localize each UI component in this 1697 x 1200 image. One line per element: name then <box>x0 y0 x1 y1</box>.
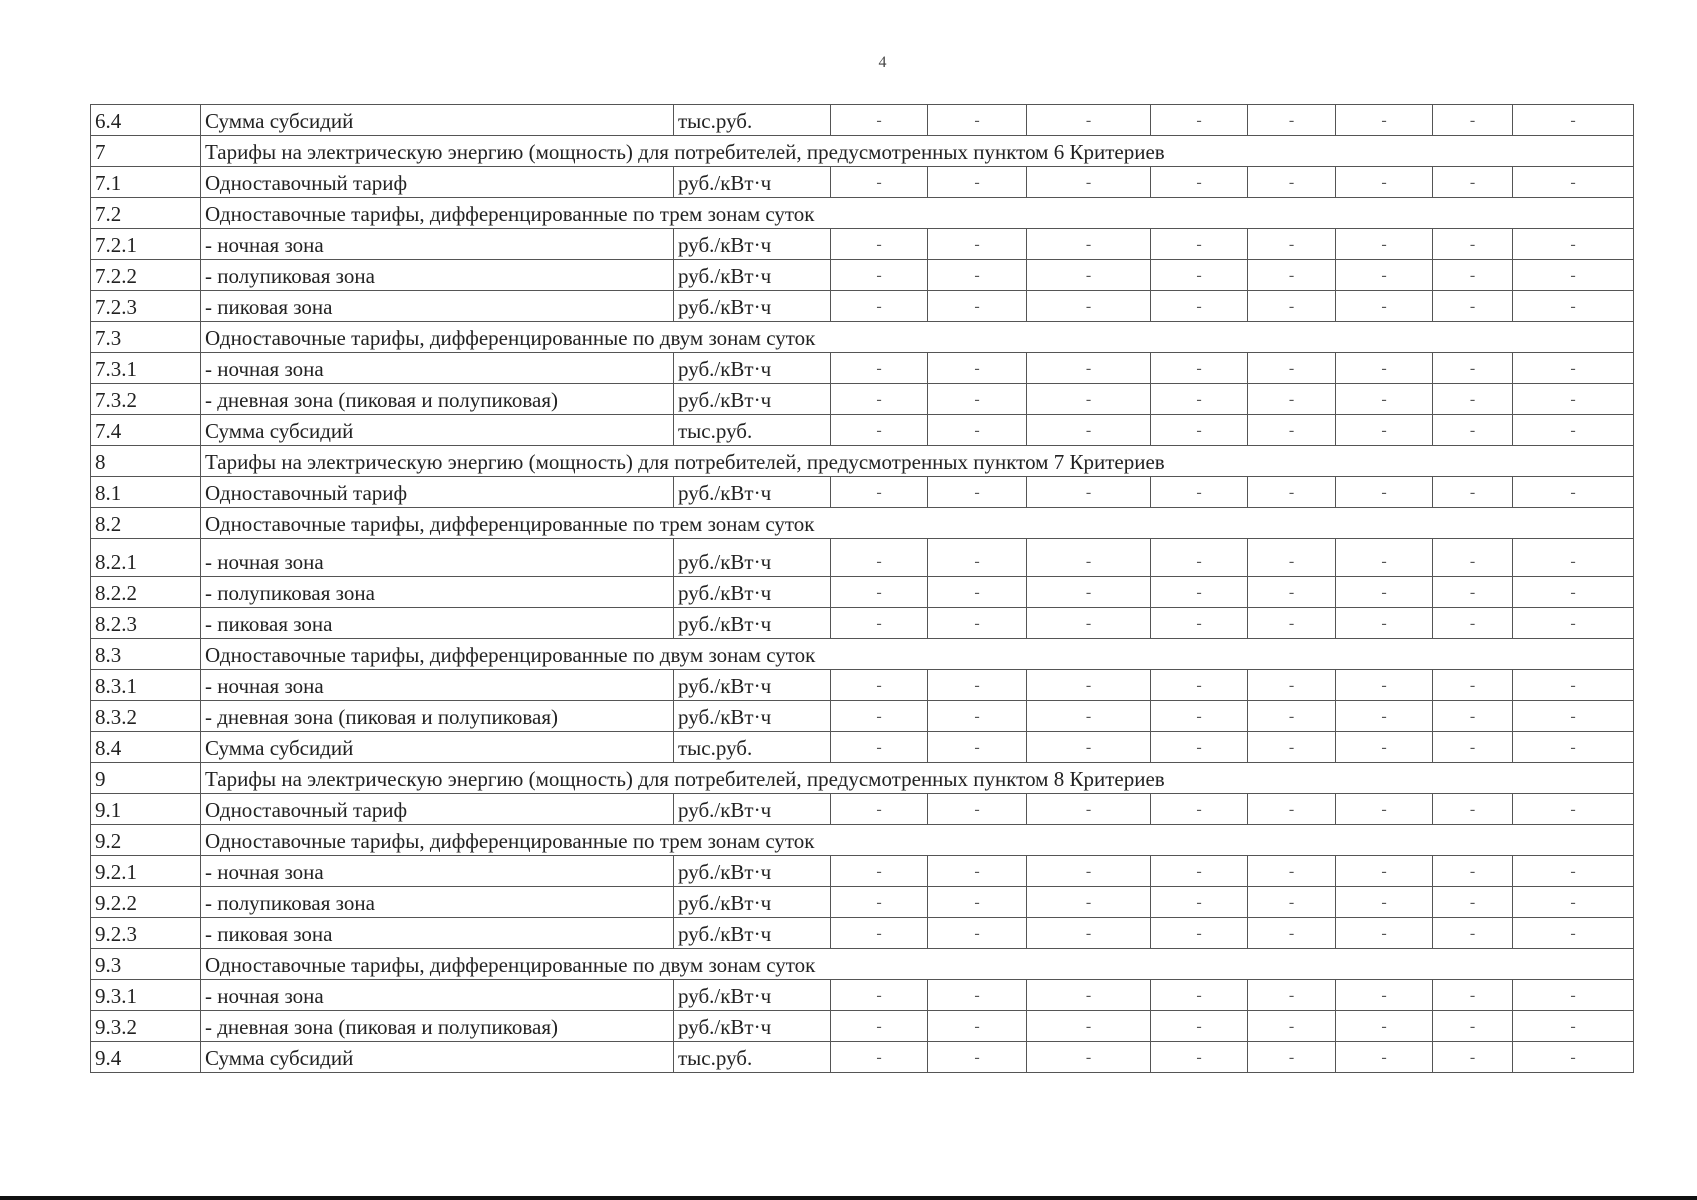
value-cell: - <box>928 291 1027 322</box>
value-cell: - <box>1513 887 1634 918</box>
section-title-cell: Одноставочные тарифы, дифференцированные по двум зонам суток <box>201 949 1634 980</box>
unit-cell: руб./кВт·ч <box>674 477 831 508</box>
value-cell: - <box>1336 980 1433 1011</box>
value-cell: - <box>1433 415 1513 446</box>
value-cell: - <box>1027 1011 1151 1042</box>
table-row <box>91 1011 1634 1042</box>
value-cell: - <box>1151 732 1248 763</box>
row-number-cell: 7.2.3 <box>91 291 201 322</box>
table-row <box>91 670 1634 701</box>
section-row <box>91 949 1634 980</box>
value-cell: - <box>831 1042 928 1073</box>
tariff-table <box>90 104 1634 1073</box>
value-cell: - <box>1513 167 1634 198</box>
value-cell: - <box>928 167 1027 198</box>
value-cell: - <box>928 887 1027 918</box>
table-row <box>91 701 1634 732</box>
value-cell: - <box>1513 415 1634 446</box>
row-number-cell: 9.2.3 <box>91 918 201 949</box>
value-cell: - <box>1151 353 1248 384</box>
table-row <box>91 1042 1634 1073</box>
value-cell: - <box>1151 229 1248 260</box>
value-cell: - <box>1248 887 1336 918</box>
row-number-cell: 9.2.2 <box>91 887 201 918</box>
value-cell: - <box>831 918 928 949</box>
table-row <box>91 353 1634 384</box>
value-cell: - <box>1248 670 1336 701</box>
value-cell: - <box>1151 539 1248 577</box>
table-row <box>91 415 1634 446</box>
value-cell: - <box>1151 918 1248 949</box>
unit-cell: руб./кВт·ч <box>674 353 831 384</box>
value-cell: - <box>1336 887 1433 918</box>
indicator-label-cell: - дневная зона (пиковая и полупиковая) <box>201 701 674 732</box>
indicator-label-cell: Сумма субсидий <box>201 415 674 446</box>
value-cell: - <box>1336 918 1433 949</box>
section-title-cell: Тарифы на электрическую энергию (мощность) для потребителей, предусмотренных пунктом 7 Критериев <box>201 446 1634 477</box>
value-cell: - <box>1027 794 1151 825</box>
value-cell: - <box>1248 260 1336 291</box>
value-cell: - <box>831 608 928 639</box>
value-cell: - <box>1336 1011 1433 1042</box>
value-cell: - <box>1248 918 1336 949</box>
value-cell: - <box>1151 1011 1248 1042</box>
table-row <box>91 794 1634 825</box>
value-cell: - <box>928 1011 1027 1042</box>
indicator-label-cell: Сумма субсидий <box>201 732 674 763</box>
value-cell: - <box>1027 856 1151 887</box>
row-number-cell: 8.3 <box>91 639 201 670</box>
indicator-label-cell: - ночная зона <box>201 353 674 384</box>
table-row <box>91 918 1634 949</box>
value-cell: - <box>1027 980 1151 1011</box>
value-cell: - <box>1433 887 1513 918</box>
section-title-cell: Одноставочные тарифы, дифференцированные по двум зонам суток <box>201 322 1634 353</box>
value-cell: - <box>928 918 1027 949</box>
section-row <box>91 198 1634 229</box>
value-cell: - <box>1151 260 1248 291</box>
table-row <box>91 980 1634 1011</box>
value-cell: - <box>1027 105 1151 136</box>
value-cell: - <box>1433 384 1513 415</box>
indicator-label-cell: Одноставочный тариф <box>201 477 674 508</box>
row-number-cell: 9.3.2 <box>91 1011 201 1042</box>
unit-cell: руб./кВт·ч <box>674 291 831 322</box>
table-row <box>91 291 1634 322</box>
row-number-cell: 8.4 <box>91 732 201 763</box>
indicator-label-cell: Сумма субсидий <box>201 105 674 136</box>
unit-cell: тыс.руб. <box>674 105 831 136</box>
value-cell: - <box>928 477 1027 508</box>
value-cell: - <box>1513 577 1634 608</box>
table-row <box>91 577 1634 608</box>
section-row <box>91 136 1634 167</box>
value-cell: - <box>1433 167 1513 198</box>
section-row <box>91 763 1634 794</box>
value-cell: - <box>1248 701 1336 732</box>
value-cell: - <box>831 887 928 918</box>
row-number-cell: 8.2.3 <box>91 608 201 639</box>
row-number-cell: 7.3 <box>91 322 201 353</box>
value-cell: - <box>1027 477 1151 508</box>
value-cell: - <box>1336 577 1433 608</box>
unit-cell: руб./кВт·ч <box>674 608 831 639</box>
row-number-cell: 9.2.1 <box>91 856 201 887</box>
value-cell: - <box>1336 732 1433 763</box>
value-cell: - <box>928 384 1027 415</box>
value-cell: - <box>1248 980 1336 1011</box>
value-cell: - <box>831 291 928 322</box>
indicator-label-cell: - ночная зона <box>201 980 674 1011</box>
value-cell: - <box>1336 1042 1433 1073</box>
table-row <box>91 260 1634 291</box>
value-cell: - <box>831 415 928 446</box>
value-cell: - <box>1248 291 1336 322</box>
unit-cell: руб./кВт·ч <box>674 260 831 291</box>
value-cell: - <box>1513 856 1634 887</box>
value-cell: - <box>1513 260 1634 291</box>
value-cell: - <box>928 1042 1027 1073</box>
value-cell: - <box>831 167 928 198</box>
indicator-label-cell: - дневная зона (пиковая и полупиковая) <box>201 1011 674 1042</box>
value-cell: - <box>1027 539 1151 577</box>
value-cell: - <box>1513 1042 1634 1073</box>
value-cell: - <box>831 670 928 701</box>
row-number-cell: 7.2.1 <box>91 229 201 260</box>
value-cell: - <box>1151 477 1248 508</box>
value-cell: - <box>1248 1042 1336 1073</box>
value-cell: - <box>831 701 928 732</box>
section-row <box>91 825 1634 856</box>
value-cell: - <box>1151 1042 1248 1073</box>
value-cell: - <box>1336 415 1433 446</box>
section-title-cell: Одноставочные тарифы, дифференцированные по двум зонам суток <box>201 639 1634 670</box>
row-number-cell: 7.2 <box>91 198 201 229</box>
value-cell: - <box>1513 918 1634 949</box>
row-number-cell: 9.4 <box>91 1042 201 1073</box>
table-row <box>91 732 1634 763</box>
value-cell: - <box>1513 732 1634 763</box>
value-cell: - <box>1513 229 1634 260</box>
value-cell: - <box>1151 887 1248 918</box>
indicator-label-cell: - пиковая зона <box>201 608 674 639</box>
row-number-cell: 7.2.2 <box>91 260 201 291</box>
value-cell: - <box>1248 415 1336 446</box>
value-cell: - <box>928 794 1027 825</box>
indicator-label-cell: - полупиковая зона <box>201 577 674 608</box>
table-row <box>91 167 1634 198</box>
section-row <box>91 639 1634 670</box>
indicator-label-cell: - пиковая зона <box>201 291 674 322</box>
row-number-cell: 7.1 <box>91 167 201 198</box>
value-cell: - <box>928 415 1027 446</box>
table-row <box>91 887 1634 918</box>
row-number-cell: 8.2.1 <box>91 539 201 577</box>
value-cell: - <box>1513 1011 1634 1042</box>
value-cell: - <box>831 229 928 260</box>
value-cell: - <box>1513 608 1634 639</box>
unit-cell: тыс.руб. <box>674 415 831 446</box>
value-cell: - <box>1433 701 1513 732</box>
unit-cell: руб./кВт·ч <box>674 794 831 825</box>
unit-cell: руб./кВт·ч <box>674 539 831 577</box>
value-cell: - <box>1027 260 1151 291</box>
indicator-label-cell: - ночная зона <box>201 539 674 577</box>
value-cell: - <box>1151 415 1248 446</box>
table-row <box>91 384 1634 415</box>
row-number-cell: 7 <box>91 136 201 167</box>
indicator-label-cell: - ночная зона <box>201 229 674 260</box>
value-cell: - <box>928 539 1027 577</box>
table-row <box>91 477 1634 508</box>
value-cell: - <box>831 260 928 291</box>
value-cell: - <box>1151 577 1248 608</box>
value-cell: - <box>1248 608 1336 639</box>
value-cell: - <box>831 1011 928 1042</box>
value-cell: - <box>831 980 928 1011</box>
unit-cell: тыс.руб. <box>674 732 831 763</box>
value-cell: - <box>1433 918 1513 949</box>
row-number-cell: 9 <box>91 763 201 794</box>
indicator-label-cell: - полупиковая зона <box>201 887 674 918</box>
value-cell: - <box>1513 794 1634 825</box>
indicator-label-cell: - ночная зона <box>201 670 674 701</box>
value-cell: - <box>1433 856 1513 887</box>
value-cell: - <box>1433 260 1513 291</box>
value-cell: - <box>1336 701 1433 732</box>
row-number-cell: 9.3.1 <box>91 980 201 1011</box>
value-cell: - <box>1027 291 1151 322</box>
value-cell: - <box>1151 608 1248 639</box>
value-cell: - <box>1513 477 1634 508</box>
value-cell: - <box>1027 415 1151 446</box>
value-cell: - <box>1248 229 1336 260</box>
unit-cell: руб./кВт·ч <box>674 887 831 918</box>
row-number-cell: 9.1 <box>91 794 201 825</box>
indicator-label-cell: Одноставочный тариф <box>201 794 674 825</box>
value-cell: - <box>1151 794 1248 825</box>
value-cell: - <box>1027 229 1151 260</box>
section-title-cell: Тарифы на электрическую энергию (мощность) для потребителей, предусмотренных пунктом 8 Критериев <box>201 763 1634 794</box>
section-title-cell: Тарифы на электрическую энергию (мощность) для потребителей, предусмотренных пунктом 6 Критериев <box>201 136 1634 167</box>
value-cell: - <box>1027 887 1151 918</box>
value-cell: - <box>1433 1011 1513 1042</box>
value-cell: - <box>1151 291 1248 322</box>
value-cell: - <box>831 353 928 384</box>
value-cell: - <box>831 794 928 825</box>
value-cell: - <box>1248 1011 1336 1042</box>
row-number-cell: 7.3.1 <box>91 353 201 384</box>
value-cell: - <box>928 229 1027 260</box>
value-cell: - <box>831 105 928 136</box>
unit-cell: руб./кВт·ч <box>674 670 831 701</box>
value-cell: - <box>1248 732 1336 763</box>
value-cell: - <box>1433 291 1513 322</box>
page-edge-rule <box>0 1196 1697 1200</box>
indicator-label-cell: - полупиковая зона <box>201 260 674 291</box>
value-cell: - <box>831 577 928 608</box>
value-cell: - <box>1336 856 1433 887</box>
value-cell: - <box>1513 980 1634 1011</box>
section-row <box>91 322 1634 353</box>
value-cell: - <box>1336 105 1433 136</box>
value-cell: - <box>1151 384 1248 415</box>
value-cell: - <box>1151 980 1248 1011</box>
indicator-label-cell: - ночная зона <box>201 856 674 887</box>
row-number-cell: 8.2.2 <box>91 577 201 608</box>
value-cell: - <box>928 732 1027 763</box>
value-cell: - <box>1248 856 1336 887</box>
value-cell: - <box>1248 105 1336 136</box>
indicator-label-cell: - дневная зона (пиковая и полупиковая) <box>201 384 674 415</box>
unit-cell: тыс.руб. <box>674 1042 831 1073</box>
value-cell: - <box>1433 670 1513 701</box>
value-cell: - <box>1248 577 1336 608</box>
table-row <box>91 539 1634 577</box>
value-cell: - <box>1433 608 1513 639</box>
value-cell: - <box>1336 670 1433 701</box>
value-cell: - <box>1248 477 1336 508</box>
row-number-cell: 8.3.2 <box>91 701 201 732</box>
row-number-cell: 8.3.1 <box>91 670 201 701</box>
value-cell: - <box>1027 732 1151 763</box>
value-cell: - <box>928 856 1027 887</box>
value-cell: - <box>1513 701 1634 732</box>
value-cell: - <box>1336 291 1433 322</box>
value-cell: - <box>831 856 928 887</box>
row-number-cell: 9.2 <box>91 825 201 856</box>
value-cell: - <box>928 608 1027 639</box>
row-number-cell: 8.1 <box>91 477 201 508</box>
unit-cell: руб./кВт·ч <box>674 167 831 198</box>
value-cell: - <box>1027 353 1151 384</box>
unit-cell: руб./кВт·ч <box>674 856 831 887</box>
table-row <box>91 608 1634 639</box>
value-cell: - <box>1336 384 1433 415</box>
value-cell: - <box>928 670 1027 701</box>
value-cell: - <box>1336 167 1433 198</box>
value-cell: - <box>1336 477 1433 508</box>
indicator-label-cell: Сумма субсидий <box>201 1042 674 1073</box>
section-title-cell: Одноставочные тарифы, дифференцированные по трем зонам суток <box>201 508 1634 539</box>
value-cell: - <box>1248 167 1336 198</box>
value-cell: - <box>1433 1042 1513 1073</box>
section-row <box>91 508 1634 539</box>
value-cell: - <box>1336 260 1433 291</box>
row-number-cell: 8.2 <box>91 508 201 539</box>
value-cell: - <box>1433 477 1513 508</box>
value-cell: - <box>1433 577 1513 608</box>
value-cell: - <box>1433 539 1513 577</box>
indicator-label-cell: Одноставочный тариф <box>201 167 674 198</box>
value-cell: - <box>1513 539 1634 577</box>
section-title-cell: Одноставочные тарифы, дифференцированные по трем зонам суток <box>201 825 1634 856</box>
value-cell: - <box>1513 670 1634 701</box>
section-title-cell: Одноставочные тарифы, дифференцированные по трем зонам суток <box>201 198 1634 229</box>
value-cell: - <box>1027 1042 1151 1073</box>
row-number-cell: 8 <box>91 446 201 477</box>
value-cell: - <box>1433 794 1513 825</box>
unit-cell: руб./кВт·ч <box>674 229 831 260</box>
table-row <box>91 105 1634 136</box>
value-cell: - <box>928 701 1027 732</box>
value-cell: - <box>1513 291 1634 322</box>
table-row <box>91 229 1634 260</box>
value-cell: - <box>831 732 928 763</box>
value-cell: - <box>831 539 928 577</box>
value-cell: - <box>928 980 1027 1011</box>
value-cell: - <box>1027 701 1151 732</box>
value-cell: - <box>928 353 1027 384</box>
unit-cell: руб./кВт·ч <box>674 384 831 415</box>
value-cell: - <box>1433 353 1513 384</box>
page-number: 4 <box>878 54 887 71</box>
value-cell: - <box>1248 384 1336 415</box>
value-cell: - <box>1027 167 1151 198</box>
value-cell: - <box>831 384 928 415</box>
value-cell: - <box>1151 856 1248 887</box>
value-cell: - <box>1151 167 1248 198</box>
row-number-cell: 7.4 <box>91 415 201 446</box>
value-cell: - <box>1151 105 1248 136</box>
unit-cell: руб./кВт·ч <box>674 980 831 1011</box>
value-cell: - <box>1336 794 1433 825</box>
value-cell: - <box>1027 384 1151 415</box>
unit-cell: руб./кВт·ч <box>674 918 831 949</box>
row-number-cell: 7.3.2 <box>91 384 201 415</box>
value-cell: - <box>1027 577 1151 608</box>
value-cell: - <box>1027 670 1151 701</box>
value-cell: - <box>1433 732 1513 763</box>
value-cell: - <box>1248 539 1336 577</box>
row-number-cell: 6.4 <box>91 105 201 136</box>
value-cell: - <box>1248 794 1336 825</box>
value-cell: - <box>1151 701 1248 732</box>
table-row <box>91 856 1634 887</box>
indicator-label-cell: - пиковая зона <box>201 918 674 949</box>
value-cell: - <box>1433 980 1513 1011</box>
value-cell: - <box>928 577 1027 608</box>
value-cell: - <box>1336 229 1433 260</box>
value-cell: - <box>1027 608 1151 639</box>
value-cell: - <box>1513 353 1634 384</box>
value-cell: - <box>1336 608 1433 639</box>
value-cell: - <box>928 260 1027 291</box>
value-cell: - <box>928 105 1027 136</box>
value-cell: - <box>1027 918 1151 949</box>
value-cell: - <box>1433 229 1513 260</box>
value-cell: - <box>1151 670 1248 701</box>
value-cell: - <box>1248 353 1336 384</box>
unit-cell: руб./кВт·ч <box>674 577 831 608</box>
table-body <box>91 105 1634 1073</box>
value-cell: - <box>831 477 928 508</box>
value-cell: - <box>1513 384 1634 415</box>
value-cell: - <box>1336 353 1433 384</box>
value-cell: - <box>1336 539 1433 577</box>
row-number-cell: 9.3 <box>91 949 201 980</box>
value-cell: - <box>1433 105 1513 136</box>
unit-cell: руб./кВт·ч <box>674 701 831 732</box>
unit-cell: руб./кВт·ч <box>674 1011 831 1042</box>
value-cell: - <box>1513 105 1634 136</box>
section-row <box>91 446 1634 477</box>
